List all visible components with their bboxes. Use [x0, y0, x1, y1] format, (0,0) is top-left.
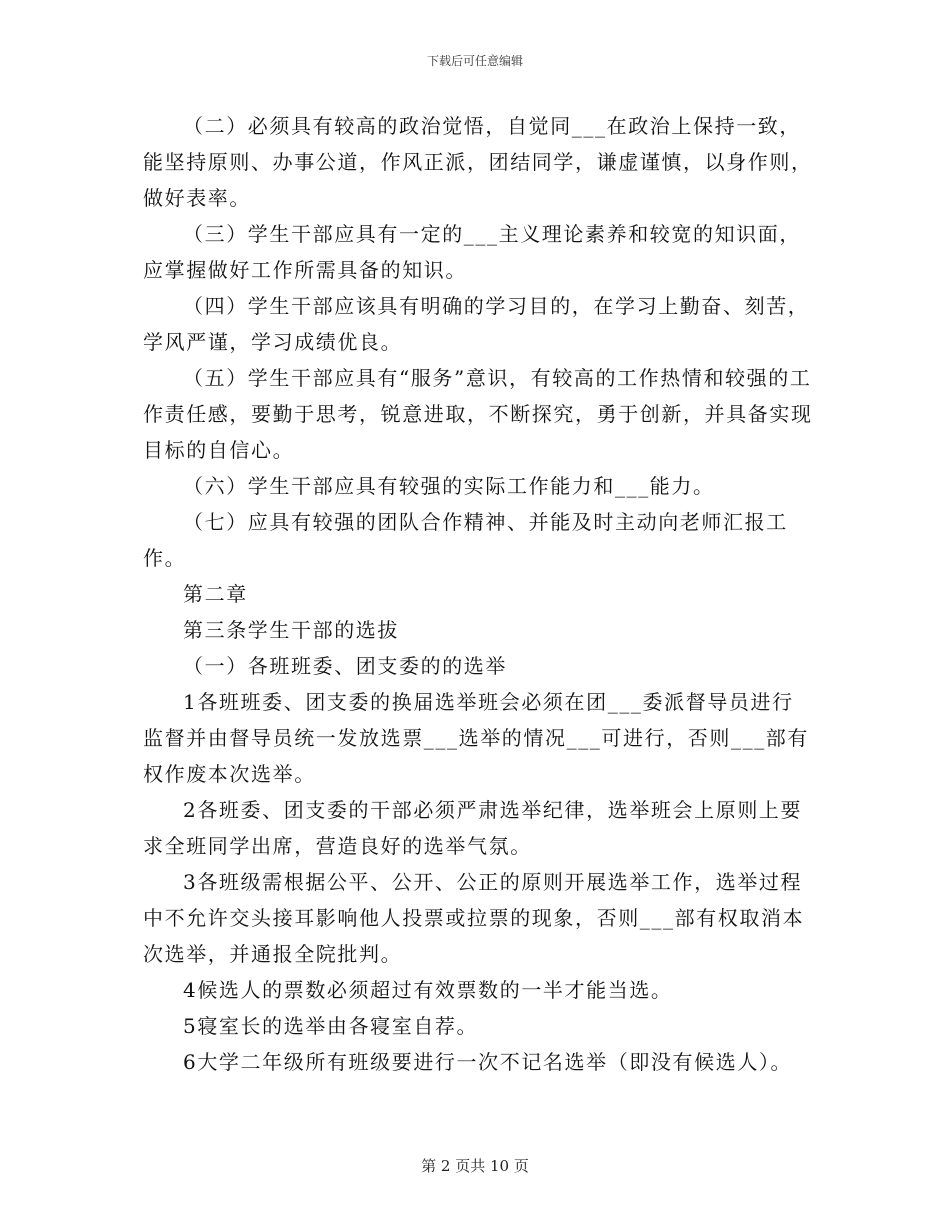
- paragraph: 6大学二年级所有班级要进行一次不记名选举（即没有候选人）。: [183, 1050, 793, 1074]
- chapter-heading: 第二章: [183, 582, 248, 606]
- paragraph: 5寝室长的选举由各寝室自荐。: [183, 1014, 479, 1038]
- section-heading: （一）各班班委、团支委的的选举: [183, 654, 507, 678]
- document-body: [143, 108, 815, 1080]
- paragraph: 3各班级需根据公平、公开、公正的原则开展选举工作，选举过程中不允许交头接耳影响他人投票或拉票的现象，否则___部有权取消本次选举，并通报全院批判。: [143, 870, 805, 966]
- paragraph: （三）学生干部应具有一定的___主义理论素养和较宽的知识面，应掌握做好工作所需具备的知识。: [143, 222, 801, 282]
- paragraph: （七）应具有较强的团队合作精神、并能及时主动向老师汇报工作。: [143, 510, 788, 570]
- paragraph: 2各班委、团支委的干部必须严肃选举纪律，选举班会上原则上要求全班同学出席，营造良好的选举气氛。: [143, 798, 803, 858]
- page-number: 第 2 页共 10 页: [421, 1157, 529, 1175]
- paragraph: 1各班班委、团支委的换届选举班会必须在团___委派督导员进行监督并由督导员统一发放选票___选举的情况___可进行，否则___部有权作废本次选举。: [143, 690, 809, 786]
- paragraph: （二）必须具有较高的政治觉悟，自觉同___在政治上保持一致，能坚持原则、办事公道，作风正派，团结同学，谦虚谨慎，以身作则，做好表率。: [143, 114, 813, 210]
- paragraph: 4候选人的票数必须超过有效票数的一半才能当选。: [183, 978, 673, 1002]
- paragraph: （四）学生干部应该具有明确的学习目的，在学习上勤奋、刻苦，学风严谨，学习成绩优良。: [143, 294, 810, 354]
- paragraph: （六）学生干部应具有较强的实际工作能力和___能力。: [183, 474, 715, 498]
- page-header: 下载后可任意编辑: [426, 54, 523, 68]
- article-heading: 第三条学生干部的选拔: [183, 618, 399, 642]
- paragraph: （五）学生干部应具有“服务”意识，有较高的工作热情和较强的工作责任感，要勤于思考，锐意进取，不断探究，勇于创新，并具备实现目标的自信心。: [143, 366, 813, 462]
